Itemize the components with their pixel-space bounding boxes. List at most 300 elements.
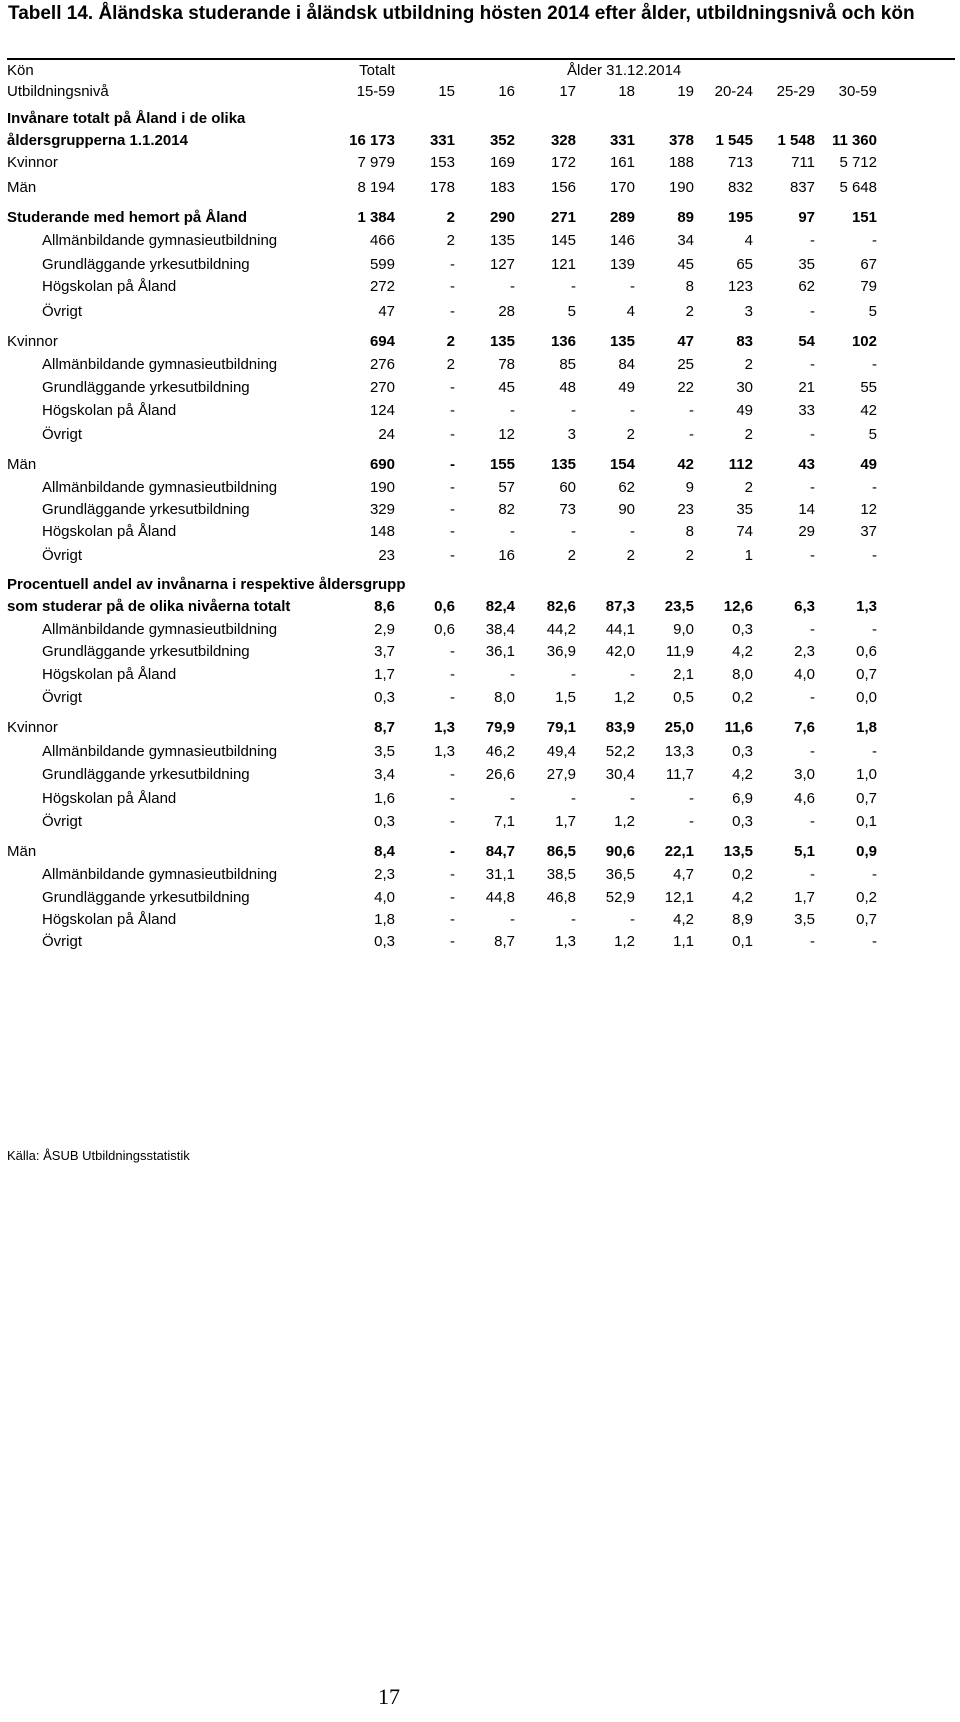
table-cell: 42 bbox=[860, 402, 877, 419]
table-cell: 49 bbox=[618, 379, 635, 396]
row-label: Övrigt bbox=[42, 426, 83, 443]
table-cell: 711 bbox=[791, 154, 815, 171]
table-cell: 0,3 bbox=[732, 743, 753, 760]
table-cell: 183 bbox=[489, 179, 515, 196]
table-cell: 23 bbox=[378, 547, 395, 564]
row-label: Grundläggande yrkesutbildning bbox=[42, 889, 250, 906]
table-cell: 8,7 bbox=[374, 719, 395, 736]
row-label: Högskolan på Åland bbox=[42, 523, 177, 540]
table-row bbox=[7, 931, 957, 953]
table-cell: 4 bbox=[744, 232, 753, 249]
table-cell: 8,7 bbox=[494, 933, 515, 950]
table-cell: 11,6 bbox=[724, 719, 753, 736]
table-cell: 195 bbox=[727, 209, 753, 226]
table-cell: 172 bbox=[550, 154, 576, 171]
table-cell: 2 bbox=[567, 547, 576, 564]
row-label: Män bbox=[7, 179, 37, 196]
table-cell: - bbox=[571, 790, 576, 807]
table-cell: - bbox=[872, 479, 877, 496]
table-cell: - bbox=[872, 232, 877, 249]
table-cell: 1,7 bbox=[794, 889, 815, 906]
table-cell: 78 bbox=[498, 356, 515, 373]
table-cell: 135 bbox=[489, 333, 515, 350]
table-cell: 112 bbox=[728, 456, 753, 473]
table-cell: 276 bbox=[369, 356, 395, 373]
table-cell: 599 bbox=[369, 256, 395, 273]
table-cell: 139 bbox=[609, 256, 635, 273]
table-cell: 121 bbox=[550, 256, 576, 273]
table-cell: 8,0 bbox=[494, 689, 515, 706]
table-cell: 290 bbox=[489, 209, 515, 226]
table-cell: 52,2 bbox=[605, 743, 635, 760]
table-cell: 713 bbox=[727, 154, 753, 171]
table-cell: 102 bbox=[851, 333, 877, 350]
table-row bbox=[7, 400, 957, 422]
table-cell: 4,7 bbox=[673, 866, 694, 883]
table-cell: 35 bbox=[736, 501, 753, 518]
table-cell: - bbox=[450, 813, 455, 830]
table-cell: 24 bbox=[378, 426, 395, 443]
table-cell: - bbox=[810, 933, 815, 950]
table-cell: 2,1 bbox=[673, 666, 694, 683]
table-cell: 44,1 bbox=[605, 621, 635, 638]
table-cell: 1,2 bbox=[614, 933, 635, 950]
table-row bbox=[7, 764, 957, 786]
table-cell: 1,0 bbox=[856, 766, 877, 783]
column-header: 17 bbox=[559, 83, 576, 100]
column-header: 30-59 bbox=[838, 83, 877, 100]
table-cell: 87,3 bbox=[605, 598, 635, 615]
table-cell: 0,3 bbox=[732, 813, 753, 830]
row-label: Invånare totalt på Åland i de olika bbox=[7, 110, 246, 127]
table-cell: 54 bbox=[798, 333, 815, 350]
table-cell: 7,1 bbox=[494, 813, 515, 830]
table-cell: 37 bbox=[860, 523, 877, 540]
table-cell: 2 bbox=[446, 232, 455, 249]
table-cell: 331 bbox=[609, 132, 635, 149]
table-cell: 43 bbox=[798, 456, 815, 473]
table-cell: - bbox=[571, 278, 576, 295]
column-header: 15-59 bbox=[356, 83, 395, 100]
table-cell: - bbox=[510, 402, 515, 419]
table-cell: 188 bbox=[668, 154, 694, 171]
table-cell: 0,6 bbox=[856, 643, 877, 660]
row-label: Allmänbildande gymnasieutbildning bbox=[42, 232, 278, 249]
table-cell: 190 bbox=[369, 479, 395, 496]
table-cell: 2 bbox=[744, 356, 753, 373]
table-cell: 35 bbox=[798, 256, 815, 273]
row-label: Allmänbildande gymnasieutbildning bbox=[42, 621, 278, 638]
table-cell: 29 bbox=[798, 523, 815, 540]
table-cell: 7,6 bbox=[794, 719, 815, 736]
row-label: Grundläggande yrkesutbildning bbox=[42, 643, 250, 660]
row-label: Högskolan på Åland bbox=[42, 402, 177, 419]
table-cell: 65 bbox=[736, 256, 753, 273]
table-cell: 11,7 bbox=[665, 766, 694, 783]
table-cell: 12,1 bbox=[664, 889, 694, 906]
table-cell: 3,7 bbox=[374, 643, 395, 660]
row-label: åldersgrupperna 1.1.2014 bbox=[7, 132, 188, 149]
header-row-level bbox=[7, 81, 957, 103]
table-cell: 4,2 bbox=[673, 911, 694, 928]
table-row bbox=[7, 477, 957, 499]
row-label: Procentuell andel av invånarna i respektive åldersgrupp bbox=[7, 576, 406, 593]
table-cell: 82,4 bbox=[485, 598, 515, 615]
table-cell: 0,3 bbox=[732, 621, 753, 638]
row-label: Övrigt bbox=[42, 933, 83, 950]
table-cell: 74 bbox=[736, 523, 753, 540]
table-cell: 49 bbox=[736, 402, 753, 419]
table-cell: 46,8 bbox=[546, 889, 576, 906]
row-label: Grundläggande yrkesutbildning bbox=[42, 766, 250, 783]
table-cell: 16 173 bbox=[349, 132, 395, 149]
table-cell: 25,0 bbox=[664, 719, 694, 736]
row-label: Övrigt bbox=[42, 813, 83, 830]
table-cell: 8,4 bbox=[374, 843, 395, 860]
row-label: Allmänbildande gymnasieutbildning bbox=[42, 866, 278, 883]
row-label: Studerande med hemort på Åland bbox=[7, 209, 248, 226]
table-cell: 4,0 bbox=[794, 666, 815, 683]
table-cell: 0,6 bbox=[434, 621, 455, 638]
table-cell: 55 bbox=[860, 379, 877, 396]
table-cell: 1,3 bbox=[555, 933, 576, 950]
table-row bbox=[7, 230, 957, 252]
table-cell: 5,1 bbox=[794, 843, 815, 860]
table-cell: 694 bbox=[369, 333, 395, 350]
table-cell: 2 bbox=[744, 426, 753, 443]
table-row bbox=[7, 254, 957, 276]
table-cell: 2,3 bbox=[794, 643, 815, 660]
table-cell: 26,6 bbox=[485, 766, 515, 783]
table-cell: 57 bbox=[498, 479, 515, 496]
table-cell: - bbox=[450, 501, 455, 518]
table-cell: - bbox=[450, 256, 455, 273]
row-label: Högskolan på Åland bbox=[42, 790, 177, 807]
table-cell: 11 360 bbox=[831, 132, 877, 149]
column-header: 20-24 bbox=[714, 83, 753, 100]
table-cell: 0,3 bbox=[374, 813, 395, 830]
table-cell: 5 bbox=[567, 303, 576, 320]
table-cell: 4,2 bbox=[732, 766, 753, 783]
table-cell: 33 bbox=[798, 402, 815, 419]
table-cell: 148 bbox=[369, 523, 395, 540]
table-row bbox=[7, 499, 957, 521]
row-label: Grundläggande yrkesutbildning bbox=[42, 501, 250, 518]
table-cell: 151 bbox=[851, 209, 877, 226]
row-label: Övrigt bbox=[42, 547, 83, 564]
table-cell: 352 bbox=[489, 132, 515, 149]
table-row bbox=[7, 521, 957, 543]
table-cell: 123 bbox=[727, 278, 753, 295]
header-row-gender bbox=[7, 60, 957, 82]
table-row bbox=[7, 276, 957, 298]
table-cell: 38,4 bbox=[485, 621, 515, 638]
table-cell: 13,5 bbox=[723, 843, 753, 860]
table-cell: - bbox=[810, 303, 815, 320]
table-cell: - bbox=[689, 813, 694, 830]
table-cell: - bbox=[810, 232, 815, 249]
table-row bbox=[7, 301, 957, 323]
table-cell: - bbox=[872, 743, 877, 760]
row-label: Kvinnor bbox=[7, 719, 58, 736]
row-label: Grundläggande yrkesutbildning bbox=[42, 256, 250, 273]
table-cell: 0,1 bbox=[732, 933, 753, 950]
table-cell: 83,9 bbox=[605, 719, 635, 736]
table-cell: 8,9 bbox=[732, 911, 753, 928]
table-cell: 8,6 bbox=[374, 598, 395, 615]
table-cell: 2 bbox=[626, 547, 635, 564]
table-row bbox=[7, 887, 957, 909]
table-cell: 2 bbox=[744, 479, 753, 496]
table-cell: 3 bbox=[567, 426, 576, 443]
table-cell: 0,9 bbox=[856, 843, 877, 860]
header-utbildningsniva: Utbildningsnivå bbox=[7, 83, 109, 100]
table-row bbox=[7, 152, 957, 174]
table-cell: 60 bbox=[559, 479, 576, 496]
table-cell: 36,9 bbox=[546, 643, 576, 660]
row-label: Allmänbildande gymnasieutbildning bbox=[42, 356, 278, 373]
column-header: 19 bbox=[677, 83, 694, 100]
table-cell: 2 bbox=[685, 303, 694, 320]
table-cell: 2,3 bbox=[374, 866, 395, 883]
table-cell: 1,2 bbox=[614, 689, 635, 706]
table-cell: 30,4 bbox=[605, 766, 635, 783]
table-cell: 3,5 bbox=[374, 743, 395, 760]
table-cell: 82 bbox=[498, 501, 515, 518]
column-header: 15 bbox=[438, 83, 455, 100]
table-row bbox=[7, 717, 957, 739]
table-cell: - bbox=[450, 866, 455, 883]
table-cell: 79 bbox=[860, 278, 877, 295]
table-cell: 5 648 bbox=[839, 179, 877, 196]
table-cell: 331 bbox=[429, 132, 455, 149]
table-cell: 155 bbox=[489, 456, 515, 473]
table-cell: 46,2 bbox=[485, 743, 515, 760]
table-cell: 42,0 bbox=[605, 643, 635, 660]
table-cell: 31,1 bbox=[485, 866, 515, 883]
table-cell: - bbox=[510, 278, 515, 295]
table-cell: - bbox=[872, 933, 877, 950]
table-row bbox=[7, 687, 957, 709]
table-row bbox=[7, 207, 957, 229]
table-cell: 832 bbox=[727, 179, 753, 196]
table-cell: - bbox=[810, 356, 815, 373]
table-cell: 1,3 bbox=[434, 719, 455, 736]
table-cell: 48 bbox=[559, 379, 576, 396]
table-cell: - bbox=[872, 356, 877, 373]
header-alder: Ålder 31.12.2014 bbox=[567, 62, 682, 79]
table-cell: 0,7 bbox=[856, 911, 877, 928]
table-cell: 2 bbox=[685, 547, 694, 564]
table-cell: - bbox=[450, 426, 455, 443]
table-cell: - bbox=[630, 278, 635, 295]
table-row bbox=[7, 574, 957, 596]
table-cell: 8 194 bbox=[357, 179, 395, 196]
table-cell: 466 bbox=[369, 232, 395, 249]
table-cell: - bbox=[630, 402, 635, 419]
table-cell: - bbox=[450, 303, 455, 320]
table-cell: - bbox=[630, 790, 635, 807]
table-cell: 8,0 bbox=[732, 666, 753, 683]
table-cell: 1 bbox=[744, 547, 753, 564]
table-row bbox=[7, 331, 957, 353]
table-cell: - bbox=[510, 666, 515, 683]
table-cell: 5 bbox=[868, 303, 877, 320]
table-cell: 36,5 bbox=[605, 866, 635, 883]
table-cell: 22 bbox=[677, 379, 694, 396]
table-cell: - bbox=[689, 402, 694, 419]
table-cell: 2,9 bbox=[374, 621, 395, 638]
table-cell: - bbox=[630, 666, 635, 683]
table-cell: - bbox=[450, 843, 455, 860]
table-cell: 8 bbox=[685, 278, 694, 295]
table-cell: 62 bbox=[618, 479, 635, 496]
row-label: Övrigt bbox=[42, 689, 83, 706]
table-cell: 79,9 bbox=[485, 719, 515, 736]
table-row bbox=[7, 788, 957, 810]
row-label: Män bbox=[7, 843, 37, 860]
source-note: Källa: ÅSUB Utbildningsstatistik bbox=[7, 1148, 190, 1163]
table-cell: 8 bbox=[685, 523, 694, 540]
table-row bbox=[7, 664, 957, 686]
table-cell: - bbox=[571, 911, 576, 928]
table-cell: 3,0 bbox=[794, 766, 815, 783]
table-cell: - bbox=[510, 790, 515, 807]
table-cell: 5 bbox=[868, 426, 877, 443]
table-cell: 289 bbox=[609, 209, 635, 226]
table-cell: 272 bbox=[369, 278, 395, 295]
table-cell: 328 bbox=[550, 132, 576, 149]
header-totalt: Totalt bbox=[359, 62, 395, 79]
table-cell: - bbox=[450, 523, 455, 540]
table-cell: - bbox=[872, 866, 877, 883]
table-cell: - bbox=[872, 621, 877, 638]
table-cell: 170 bbox=[609, 179, 635, 196]
table-cell: 145 bbox=[550, 232, 576, 249]
page-number: 17 bbox=[378, 1684, 400, 1709]
table-row bbox=[7, 177, 957, 199]
table-cell: 4,2 bbox=[732, 889, 753, 906]
table-cell: 90,6 bbox=[605, 843, 635, 860]
table-cell: 36,1 bbox=[485, 643, 515, 660]
row-label: Övrigt bbox=[42, 303, 83, 320]
table-cell: - bbox=[689, 426, 694, 443]
column-header: 25-29 bbox=[776, 83, 815, 100]
table-cell: - bbox=[450, 766, 455, 783]
table-row bbox=[7, 741, 957, 763]
table-cell: 1,5 bbox=[555, 689, 576, 706]
table-cell: - bbox=[872, 547, 877, 564]
row-label: Högskolan på Åland bbox=[42, 911, 177, 928]
table-cell: 30 bbox=[736, 379, 753, 396]
table-cell: - bbox=[450, 889, 455, 906]
table-cell: 82,6 bbox=[546, 598, 576, 615]
table-cell: 1,8 bbox=[374, 911, 395, 928]
table-cell: 12 bbox=[498, 426, 515, 443]
table-cell: 127 bbox=[489, 256, 515, 273]
table-cell: 6,9 bbox=[732, 790, 753, 807]
column-header: 16 bbox=[498, 83, 515, 100]
table-cell: 2 bbox=[446, 209, 455, 226]
table-cell: 1 545 bbox=[715, 132, 753, 149]
table-cell: 16 bbox=[498, 547, 515, 564]
table-cell: 329 bbox=[369, 501, 395, 518]
table-cell: - bbox=[450, 643, 455, 660]
table-cell: - bbox=[689, 790, 694, 807]
table-cell: 0,1 bbox=[856, 813, 877, 830]
table-cell: 0,6 bbox=[434, 598, 455, 615]
table-cell: 79,1 bbox=[546, 719, 576, 736]
table-cell: - bbox=[450, 547, 455, 564]
table-cell: 45 bbox=[677, 256, 694, 273]
table-cell: 21 bbox=[798, 379, 815, 396]
table-cell: - bbox=[450, 479, 455, 496]
table-cell: 3,4 bbox=[374, 766, 395, 783]
table-cell: 44,2 bbox=[546, 621, 576, 638]
table-cell: 1 384 bbox=[357, 209, 395, 226]
row-label: Kvinnor bbox=[7, 154, 58, 171]
table-cell: 13,3 bbox=[664, 743, 694, 760]
table-title: Tabell 14. Åländska studerande i åländsk utbildning hösten 2014 efter ålder, utbildningsnivå och kön bbox=[8, 3, 915, 24]
table-cell: - bbox=[810, 426, 815, 443]
table-cell: 14 bbox=[798, 501, 815, 518]
table-cell: - bbox=[810, 621, 815, 638]
table-cell: 83 bbox=[736, 333, 753, 350]
row-label: Grundläggande yrkesutbildning bbox=[42, 379, 250, 396]
table-cell: 1,3 bbox=[434, 743, 455, 760]
table-cell: 28 bbox=[498, 303, 515, 320]
table-cell: 1,8 bbox=[856, 719, 877, 736]
table-cell: 27,9 bbox=[546, 766, 576, 783]
table-cell: 84,7 bbox=[485, 843, 515, 860]
table-cell: 146 bbox=[609, 232, 635, 249]
table-cell: - bbox=[450, 402, 455, 419]
table-cell: 34 bbox=[677, 232, 694, 249]
table-cell: 2 bbox=[626, 426, 635, 443]
table-cell: 156 bbox=[550, 179, 576, 196]
table-cell: 90 bbox=[618, 501, 635, 518]
table-cell: 4 bbox=[626, 303, 635, 320]
row-label: Allmänbildande gymnasieutbildning bbox=[42, 479, 278, 496]
table-cell: 0,3 bbox=[374, 689, 395, 706]
table-cell: 38,5 bbox=[546, 866, 576, 883]
table-row bbox=[7, 864, 957, 886]
table-cell: 135 bbox=[609, 333, 635, 350]
table-cell: 7 979 bbox=[357, 154, 395, 171]
table-cell: 0,7 bbox=[856, 790, 877, 807]
table-cell: 45 bbox=[498, 379, 515, 396]
row-label: Män bbox=[7, 456, 37, 473]
table-cell: 85 bbox=[559, 356, 576, 373]
table-row bbox=[7, 841, 957, 863]
table-cell: - bbox=[450, 911, 455, 928]
table-row bbox=[7, 641, 957, 663]
table-cell: 1,7 bbox=[374, 666, 395, 683]
table-cell: 47 bbox=[677, 333, 694, 350]
column-header: 18 bbox=[618, 83, 635, 100]
table-row bbox=[7, 454, 957, 476]
table-cell: - bbox=[810, 689, 815, 706]
table-cell: 178 bbox=[429, 179, 455, 196]
table-cell: 2 bbox=[446, 356, 455, 373]
table-cell: 1,6 bbox=[374, 790, 395, 807]
table-row bbox=[7, 811, 957, 833]
table-cell: 23 bbox=[677, 501, 694, 518]
table-cell: 84 bbox=[618, 356, 635, 373]
table-cell: - bbox=[510, 523, 515, 540]
table-cell: 154 bbox=[609, 456, 635, 473]
table-cell: 0,2 bbox=[856, 889, 877, 906]
